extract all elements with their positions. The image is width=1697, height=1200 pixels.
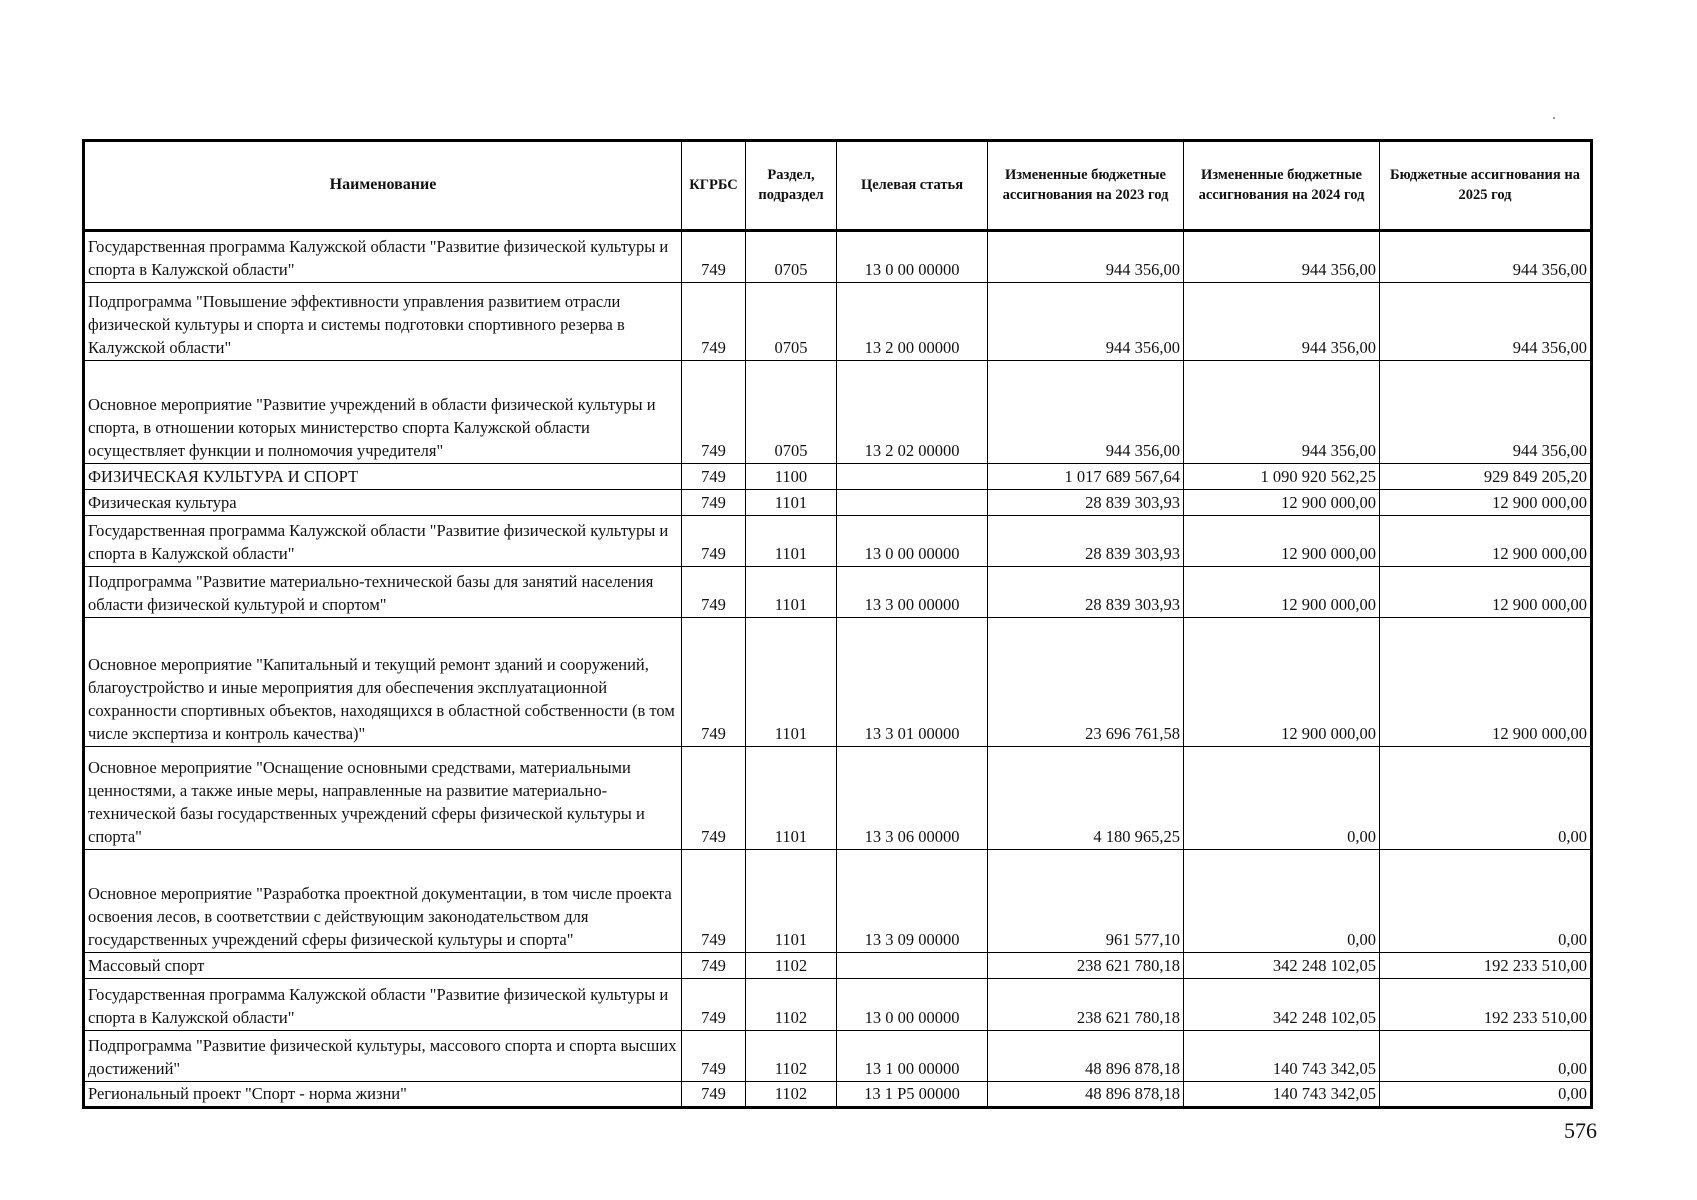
row-section: 1101 [746,618,837,747]
row-2024: 140 743 342,05 [1184,1082,1380,1108]
row-2023: 238 621 780,18 [988,953,1184,979]
row-2023: 23 696 761,58 [988,618,1184,747]
row-kgrbs: 749 [682,283,746,361]
row-2024: 0,00 [1184,747,1380,850]
row-2023: 944 356,00 [988,361,1184,464]
row-kgrbs: 749 [682,361,746,464]
row-kgrbs: 749 [682,618,746,747]
row-name: Государственная программа Калужской области "Развитие физической культуры и спорта в Калужской области" [84,231,682,283]
row-2023: 944 356,00 [988,231,1184,283]
row-target: 13 3 06 00000 [837,747,988,850]
row-section: 0705 [746,361,837,464]
row-section: 1101 [746,567,837,618]
row-target: 13 3 01 00000 [837,618,988,747]
row-2024: 12 900 000,00 [1184,618,1380,747]
row-section: 0705 [746,231,837,283]
row-2024: 1 090 920 562,25 [1184,464,1380,490]
row-2023: 944 356,00 [988,283,1184,361]
row-section: 1102 [746,979,837,1031]
page-number: 576 [1564,1118,1597,1143]
row-2023: 28 839 303,93 [988,567,1184,618]
row-kgrbs: 749 [682,1082,746,1108]
row-2024: 0,00 [1184,850,1380,953]
header-2024: Измененные бюджетные ассигнования на 2024 год [1184,141,1380,231]
row-2024: 944 356,00 [1184,283,1380,361]
row-2025: 12 900 000,00 [1380,516,1592,567]
row-section: 1102 [746,1031,837,1082]
row-2025: 0,00 [1380,1031,1592,1082]
row-section: 1102 [746,953,837,979]
row-section: 1102 [746,1082,837,1108]
row-target: 13 2 00 00000 [837,283,988,361]
row-2025: 12 900 000,00 [1380,490,1592,516]
header-row [84,141,1592,231]
row-2023: 961 577,10 [988,850,1184,953]
row-kgrbs: 749 [682,464,746,490]
row-2023: 28 839 303,93 [988,490,1184,516]
row-target: 13 0 00 00000 [837,516,988,567]
row-target: 13 0 00 00000 [837,979,988,1031]
table-row [84,490,1592,516]
header-target: Целевая статья [837,141,988,231]
table-row [84,283,1592,361]
header-section: Раздел, подраздел [746,141,837,231]
table-row [84,618,1592,747]
row-2024: 944 356,00 [1184,231,1380,283]
row-2023: 48 896 878,18 [988,1031,1184,1082]
row-section: 1101 [746,850,837,953]
row-target: 13 1 00 00000 [837,1031,988,1082]
header-2023: Измененные бюджетные ассигнования на 2023 год [988,141,1184,231]
header-2025: Бюджетные ассигнования на 2025 год [1380,141,1592,231]
row-2024: 12 900 000,00 [1184,567,1380,618]
row-name: Государственная программа Калужской области "Развитие физической культуры и спорта в Калужской области" [84,516,682,567]
row-section: 1101 [746,516,837,567]
row-name: Массовый спорт [84,953,682,979]
row-name: Основное мероприятие "Разработка проектной документации, в том числе проекта освоения лесов, в соответствии с действующим законодательством для государственных учреждений сферы физической культуры и спорта" [84,850,682,953]
row-name: Физическая культура [84,490,682,516]
row-kgrbs: 749 [682,1031,746,1082]
row-2025: 944 356,00 [1380,231,1592,283]
row-target: 13 3 00 00000 [837,567,988,618]
table-row [84,979,1592,1031]
row-kgrbs: 749 [682,953,746,979]
row-target [837,464,988,490]
row-name: Государственная программа Калужской области "Развитие физической культуры и спорта в Калужской области" [84,979,682,1031]
row-2025: 0,00 [1380,747,1592,850]
row-2024: 342 248 102,05 [1184,953,1380,979]
table-row [84,231,1592,283]
row-kgrbs: 749 [682,979,746,1031]
row-section: 1100 [746,464,837,490]
table-row [84,953,1592,979]
row-target: 13 3 09 00000 [837,850,988,953]
row-target [837,953,988,979]
row-name: Подпрограмма "Развитие материально-технической базы для занятий населения области физической культурой и спортом" [84,567,682,618]
table-row [84,567,1592,618]
row-section: 0705 [746,283,837,361]
row-2024: 12 900 000,00 [1184,516,1380,567]
row-target [837,490,988,516]
table-row [84,850,1592,953]
row-name: Основное мероприятие "Оснащение основными средствами, материальными ценностями, а также иные меры, направленные на развитие материально-технической базы государственных учреждений сферы физической культуры и спорта" [84,747,682,850]
budget-table [82,139,1593,1109]
row-kgrbs: 749 [682,516,746,567]
row-2023: 4 180 965,25 [988,747,1184,850]
row-target: 13 1 P5 00000 [837,1082,988,1108]
row-name: Региональный проект "Спорт - норма жизни" [84,1082,682,1108]
row-name: Подпрограмма "Повышение эффективности управления развитием отрасли физической культуры и спорта и системы подготовки спортивного резерва в Калужской области" [84,283,682,361]
table-body [84,231,1592,1108]
row-kgrbs: 749 [682,567,746,618]
row-2025: 0,00 [1380,850,1592,953]
table-header [84,141,1592,231]
table-row [84,1031,1592,1082]
header-kgrbs: КГРБС [682,141,746,231]
row-name: Основное мероприятие "Капитальный и текущий ремонт зданий и сооружений, благоустройство и иные мероприятия для обеспечения эксплуатационной сохранности спортивных объектов, находящихся в областной собственности (в том числе экспертиза и контроль качества)" [84,618,682,747]
table-row [84,464,1592,490]
row-target: 13 2 02 00000 [837,361,988,464]
row-2023: 48 896 878,18 [988,1082,1184,1108]
table-row [84,1082,1592,1108]
table-row [84,516,1592,567]
row-kgrbs: 749 [682,231,746,283]
row-2024: 140 743 342,05 [1184,1031,1380,1082]
header-name: Наименование [84,141,682,231]
table-row [84,747,1592,850]
row-2025: 192 233 510,00 [1380,979,1592,1031]
row-target: 13 0 00 00000 [837,231,988,283]
row-kgrbs: 749 [682,490,746,516]
scan-speck [1553,117,1555,119]
row-kgrbs: 749 [682,747,746,850]
row-kgrbs: 749 [682,850,746,953]
row-2024: 12 900 000,00 [1184,490,1380,516]
row-2024: 944 356,00 [1184,361,1380,464]
row-2023: 1 017 689 567,64 [988,464,1184,490]
row-2025: 12 900 000,00 [1380,567,1592,618]
row-name: Подпрограмма "Развитие физической культуры, массового спорта и спорта высших достижений" [84,1031,682,1082]
row-section: 1101 [746,490,837,516]
row-name: Основное мероприятие "Развитие учреждений в области физической культуры и спорта, в отношении которых министерство спорта Калужской области осуществляет функции и полномочия учредителя" [84,361,682,464]
row-2025: 944 356,00 [1380,361,1592,464]
row-2025: 929 849 205,20 [1380,464,1592,490]
row-2025: 944 356,00 [1380,283,1592,361]
row-2023: 238 621 780,18 [988,979,1184,1031]
row-section: 1101 [746,747,837,850]
row-2024: 342 248 102,05 [1184,979,1380,1031]
row-2025: 192 233 510,00 [1380,953,1592,979]
row-2023: 28 839 303,93 [988,516,1184,567]
row-name: ФИЗИЧЕСКАЯ КУЛЬТУРА И СПОРТ [84,464,682,490]
row-2025: 12 900 000,00 [1380,618,1592,747]
row-2025: 0,00 [1380,1082,1592,1108]
table-row [84,361,1592,464]
